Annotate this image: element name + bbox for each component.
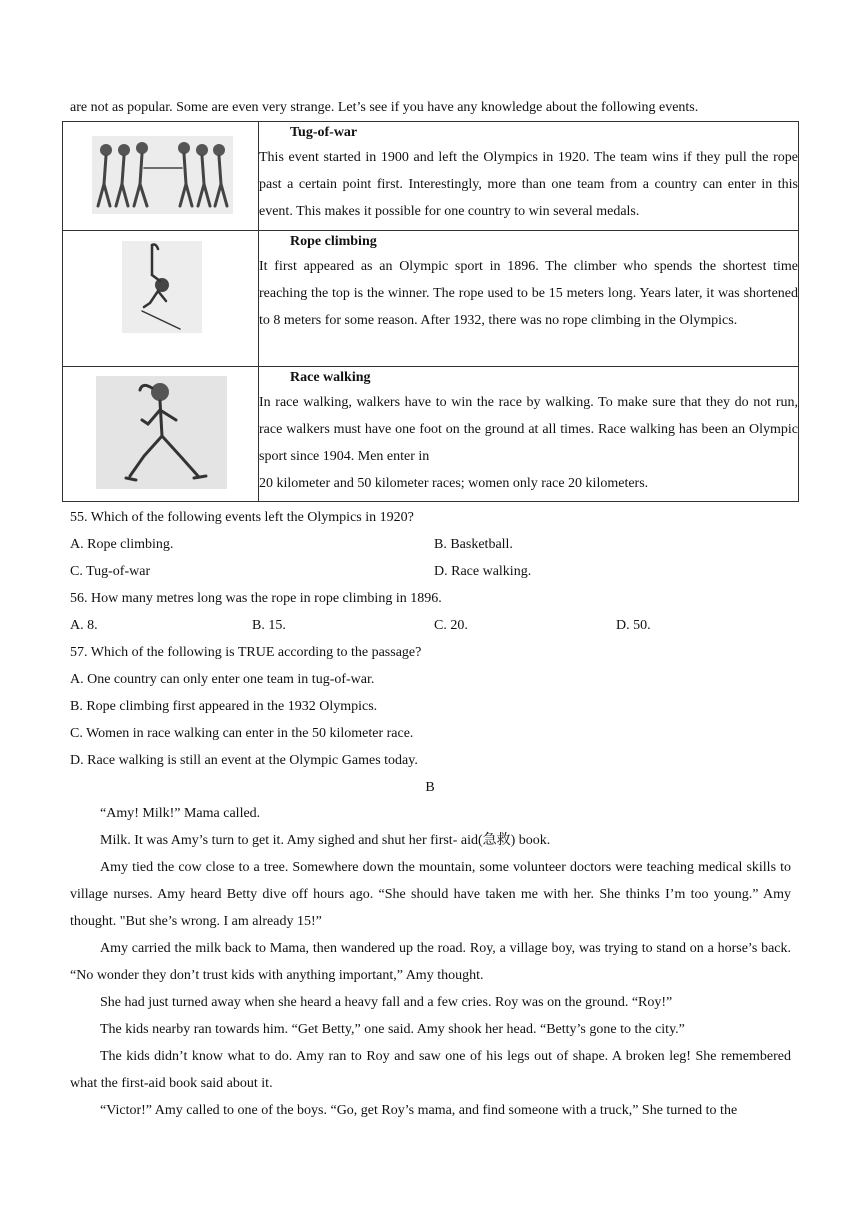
option: A. One country can only enter one team in tug-of-war. bbox=[70, 672, 375, 687]
event-text-cell bbox=[259, 367, 799, 502]
option: C. Women in race walking can enter in the 50 kilometer race. bbox=[70, 726, 414, 741]
event-title: Rope climbing bbox=[290, 234, 377, 249]
option: B. Basketball. bbox=[434, 537, 513, 552]
event-row-race-walking bbox=[63, 367, 799, 502]
event-picture-cell bbox=[63, 367, 259, 502]
option: D. 50. bbox=[616, 618, 651, 633]
event-row-rope-climbing bbox=[63, 231, 799, 367]
story-paragraph: Amy carried the milk back to Mama, then wandered up the road. Roy, a village boy, was trying to stand on a horse’s back. “No wonder they don’t trust kids with anything important,” Amy thought. bbox=[70, 941, 791, 983]
question-55: 55. Which of the following events left the Olympics in 1920? bbox=[70, 510, 414, 525]
question-57: 57. Which of the following is TRUE according to the passage? bbox=[70, 645, 422, 660]
question-56: 56. How many metres long was the rope in rope climbing in 1896. bbox=[70, 591, 442, 606]
intro-text: are not as popular. Some are even very strange. Let’s see if you have any knowledge about the following events. bbox=[70, 100, 699, 115]
events-table bbox=[62, 121, 799, 502]
option: A. 8. bbox=[70, 618, 98, 633]
story-paragraph: The kids didn’t know what to do. Amy ran to Roy and saw one of his legs out of shape. A broken leg! She remembered what the first-aid book said about it. bbox=[70, 1049, 791, 1091]
story-paragraph: “Victor!” Amy called to one of the boys. “Go, get Roy’s mama, and find someone with a truck,” She turned to the bbox=[100, 1103, 738, 1118]
option: C. Tug-of-war bbox=[70, 564, 151, 579]
story-paragraph: Milk. It was Amy’s turn to get it. Amy sighed and shut her first- aid(急救) book. bbox=[100, 833, 551, 848]
event-description: In race walking, walkers have to win the race by walking. To make sure that they do not run, race walkers must have one foot on the ground at all times. Race walking has been an Olympic sport since 1904. Men enter in bbox=[259, 395, 798, 464]
story-paragraph: “Amy! Milk!” Mama called. bbox=[100, 806, 261, 821]
event-title: Race walking bbox=[290, 370, 371, 385]
rope-climbing-illustration bbox=[122, 241, 202, 333]
event-title: Tug-of-war bbox=[290, 125, 358, 140]
option: C. 20. bbox=[434, 618, 468, 633]
race-walking-illustration bbox=[96, 376, 227, 489]
option: B. 15. bbox=[252, 618, 286, 633]
option: D. Race walking. bbox=[434, 564, 532, 579]
event-row-tug-of-war bbox=[63, 122, 799, 231]
event-text-cell bbox=[259, 122, 799, 231]
option: A. Rope climbing. bbox=[70, 537, 174, 552]
event-description: It first appeared as an Olympic sport in 1896. The climber who spends the shortest time reaching the top is the winner. The rope used to be 15 meters long. Years later, it was shortened to 8 meters for some reason. After 1932, there was no rope climbing in the Olympics. bbox=[259, 259, 798, 328]
event-picture-cell bbox=[63, 231, 259, 367]
event-description-continued: 20 kilometer and 50 kilometer races; women only race 20 kilometers. bbox=[259, 476, 649, 491]
section-heading-b: B bbox=[425, 780, 435, 795]
event-picture-cell bbox=[63, 122, 259, 231]
story-paragraph: She had just turned away when she heard a heavy fall and a few cries. Roy was on the ground. “Roy!” bbox=[100, 995, 673, 1010]
option: B. Rope climbing first appeared in the 1932 Olympics. bbox=[70, 699, 378, 714]
story-paragraph: Amy tied the cow close to a tree. Somewhere down the mountain, some volunteer doctors were teaching medical skills to village nurses. Amy heard Betty dive off hours ago. “She should have taken me with her. She thinks I’m too young.” Amy thought. "But she’s wrong. I am already 15!” bbox=[70, 860, 791, 929]
story-paragraph: The kids nearby ran towards him. “Get Betty,” one said. Amy shook her head. “Betty’s gone to the city.” bbox=[100, 1022, 685, 1037]
option: D. Race walking is still an event at the Olympic Games today. bbox=[70, 753, 418, 768]
event-text-cell bbox=[259, 231, 799, 367]
tug-of-war-illustration bbox=[92, 136, 233, 214]
event-description: This event started in 1900 and left the Olympics in 1920. The team wins if they pull the rope past a certain point first. Interestingly, more than one team from a country can enter in this event. This makes it possible for one country to win several medals. bbox=[259, 150, 798, 219]
